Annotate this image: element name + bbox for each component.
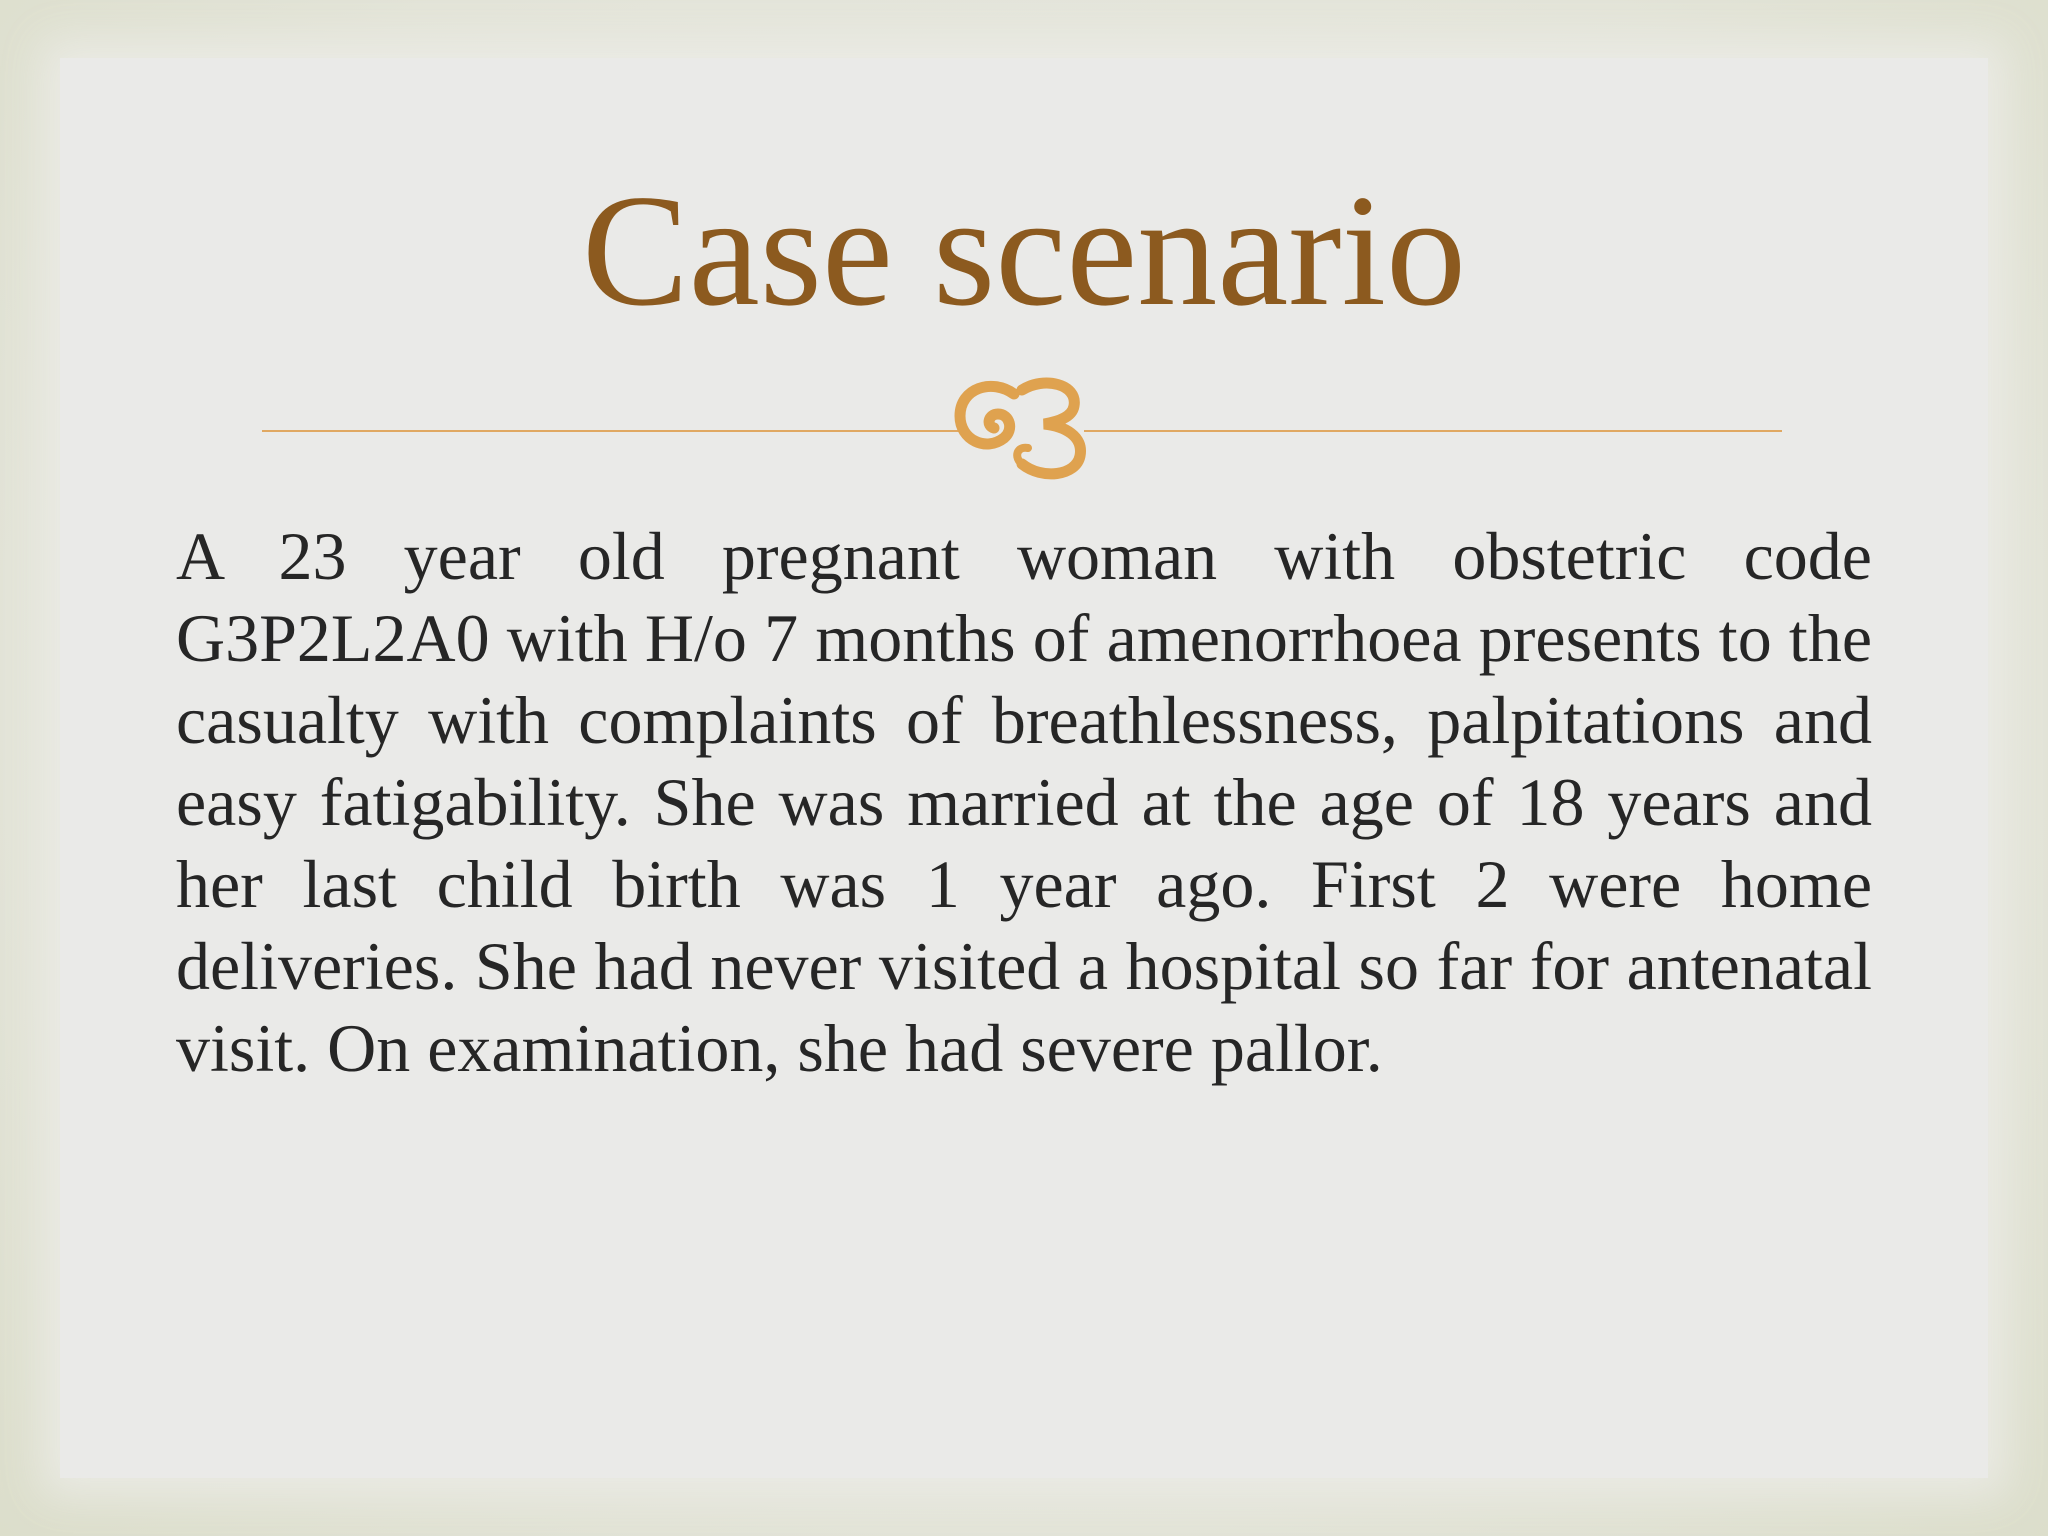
- scroll-flourish-icon: [952, 372, 1096, 482]
- title-divider-right: [1084, 430, 1782, 432]
- slide-title: Case scenario: [581, 161, 1467, 339]
- case-description: A 23 year old pregnant woman with obstetric code G3P2L2A0 with H/o 7 months of amenorrhoea presents to the casualty with complaints of breathlessness, palpitations and easy fatigability. She was married at the age of 18 years and her last child birth was 1 year ago. First 2 were home deliveries. She had never visited a hospital so far for antenatal visit. On examination, she had severe pallor.: [176, 518, 1872, 1086]
- title-divider-left: [262, 430, 962, 432]
